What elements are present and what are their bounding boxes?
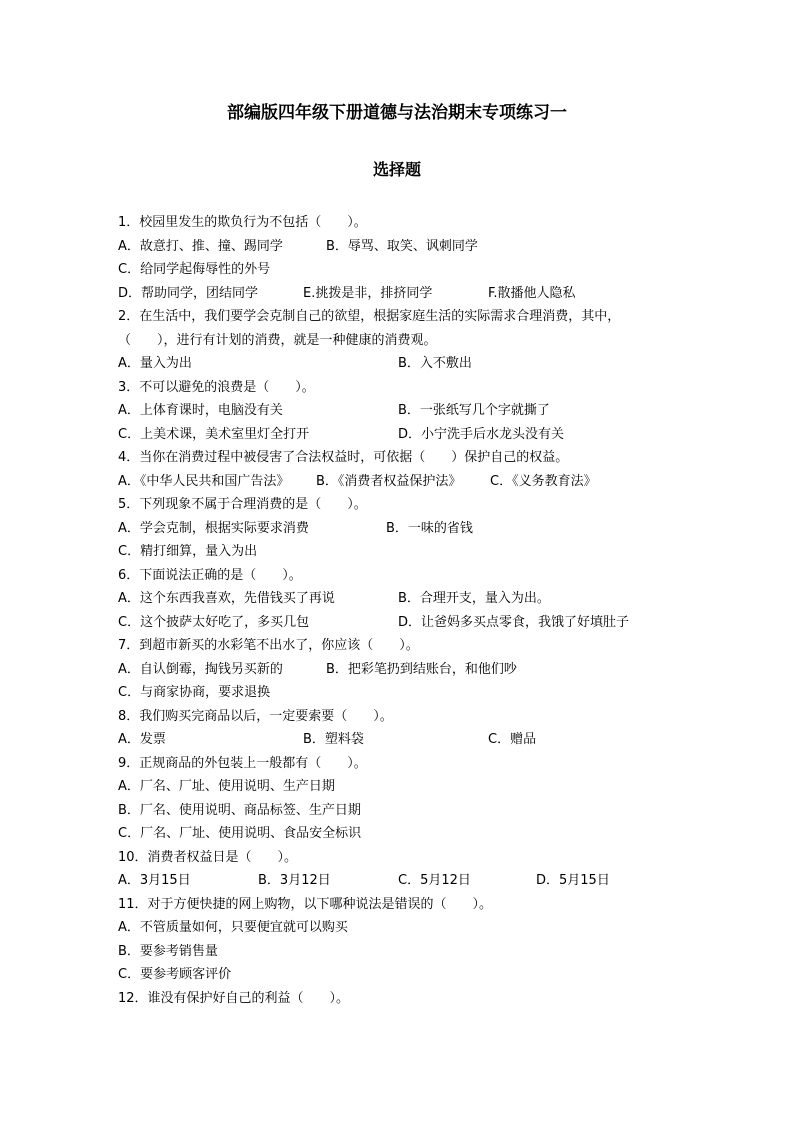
text-line <box>118 235 678 259</box>
text-segment: B．合理开支，量入为出。 <box>398 591 550 606</box>
text-line <box>118 211 678 235</box>
text-line <box>118 399 678 423</box>
text-line <box>118 681 678 705</box>
text-line <box>118 658 678 682</box>
text-segment: 11．对于方便快捷的网上购物，以下哪种说法是错误的（ ）。 <box>118 896 493 912</box>
text-segment: A．量入为出 <box>118 356 192 371</box>
text-line <box>118 611 678 635</box>
text-segment: B．塑料袋 <box>303 732 364 747</box>
text-segment: D．小宁洗手后水龙头没有关 <box>398 426 565 442</box>
text-segment: B．辱骂、取笑、讽刺同学 <box>326 238 478 254</box>
text-line <box>118 822 678 846</box>
section-title: 选择题 <box>372 160 421 179</box>
text-segment: A．不管质量如何，只要便宜就可以购买 <box>118 920 348 935</box>
text-line <box>118 916 678 940</box>
text-segment: C．赠品 <box>488 732 537 747</box>
text-segment: C．与商家协商，要求退换 <box>118 685 271 700</box>
question-list <box>118 211 678 1010</box>
text-segment: A．这个东西我喜欢，先借钱买了再说 <box>118 591 335 606</box>
text-segment: A．自认倒霉，掏钱另买新的 <box>118 661 283 677</box>
text-line <box>118 282 678 306</box>
text-segment: 5．下列现象不属于合理消费的是（ ）。 <box>118 497 367 512</box>
text-segment: 9．正规商品的外包装上一般都有（ ）。 <box>118 755 367 771</box>
text-segment: A．上体育课时，电脑没有关 <box>118 403 283 418</box>
text-segment: A．学会克制，根据实际要求消费 <box>118 520 309 536</box>
text-segment: B．3月12日 <box>258 873 331 888</box>
text-segment: C．《义务教育法》 <box>490 473 597 489</box>
text-line <box>118 352 678 376</box>
text-line <box>118 799 678 823</box>
text-segment: C．这个披萨太好吃了，多买几包 <box>118 614 310 630</box>
text-segment: B．《消费者权益保护法》 <box>316 473 462 489</box>
text-segment: A．3月15日 <box>118 873 191 888</box>
text-segment: （ ），进行有计划的消费，就是一种健康的消费观。 <box>118 332 437 348</box>
text-segment: 4．当你在消费过程中被侵害了合法权益时，可依据（ ）保护自己的权益。 <box>118 450 569 465</box>
text-segment: D．帮助同学，团结同学 <box>118 285 259 301</box>
text-segment: B．厂名、使用说明、商品标签、生产日期 <box>118 802 361 818</box>
text-segment: A．故意打、推、撞、踢同学 <box>118 238 283 254</box>
text-segment: A．《中华人民共和国广告法》 <box>118 473 290 489</box>
text-line <box>118 305 678 329</box>
text-line <box>118 893 678 917</box>
text-line <box>118 564 678 588</box>
text-line <box>118 869 678 893</box>
text-line <box>118 423 678 447</box>
text-line <box>118 775 678 799</box>
text-line <box>118 540 678 564</box>
text-line <box>118 258 678 282</box>
text-segment: D．5月15日 <box>536 873 610 888</box>
text-segment: 8．我们购买完商品以后，一定要索要（ ）。 <box>118 708 393 724</box>
text-segment: 2．在生活中，我们要学会克制自己的欲望，根据家庭生活的实际需求合理消费，其中， <box>118 309 621 324</box>
text-line <box>118 493 678 517</box>
text-line <box>118 329 678 353</box>
text-segment: B．一味的省钱 <box>386 520 473 536</box>
text-segment: C．给同学起侮辱性的外号 <box>118 262 271 277</box>
text-line <box>118 987 678 1011</box>
text-segment: F.散播他人隐私 <box>488 285 576 301</box>
text-segment: C．5月12日 <box>398 873 471 888</box>
text-line <box>118 752 678 776</box>
text-segment: 6．下面说法正确的是（ ）。 <box>118 567 302 583</box>
text-segment: B．入不敷出 <box>398 356 472 371</box>
text-segment: 12．谁没有保护好自己的利益（ ）。 <box>118 990 350 1006</box>
text-segment: D．让爸妈多买点零食，我饿了好填肚子 <box>398 614 630 630</box>
text-segment: C．精打细算，量入为出 <box>118 544 258 559</box>
text-line <box>118 587 678 611</box>
page-title: 部编版四年级下册道德与法治期末专项练习一 <box>227 103 567 123</box>
text-segment: B．把彩笔扔到结账台，和他们吵 <box>326 661 517 677</box>
text-line <box>118 963 678 987</box>
text-line <box>118 940 678 964</box>
text-line <box>118 446 678 470</box>
text-line <box>118 846 678 870</box>
text-line <box>118 634 678 658</box>
text-segment: A．厂名、厂址、使用说明、生产日期 <box>118 779 335 794</box>
text-line <box>118 728 678 752</box>
text-segment: 10．消费者权益日是（ ）。 <box>118 849 298 865</box>
text-segment: C．上美术课，美术室里灯全打开 <box>118 426 310 442</box>
text-segment: A．发票 <box>118 732 166 747</box>
text-line <box>118 470 678 494</box>
text-segment: 3．不可以避免的浪费是（ ）。 <box>118 379 315 395</box>
text-segment: C．厂名、厂址、使用说明、食品安全标识 <box>118 826 362 841</box>
text-segment: C．要参考顾客评价 <box>118 967 232 982</box>
text-segment: B．要参考销售量 <box>118 943 218 959</box>
text-segment: 1．校园里发生的欺负行为不包括（ ）。 <box>118 215 367 230</box>
text-segment: 7．到超市新买的水彩笔不出水了，你应该（ ）。 <box>118 638 419 653</box>
text-segment: B．一张纸写几个字就撕了 <box>398 403 550 418</box>
text-line <box>118 517 678 541</box>
text-line <box>118 705 678 729</box>
text-segment: E.挑拨是非，排挤同学 <box>303 285 433 301</box>
text-line <box>118 376 678 400</box>
